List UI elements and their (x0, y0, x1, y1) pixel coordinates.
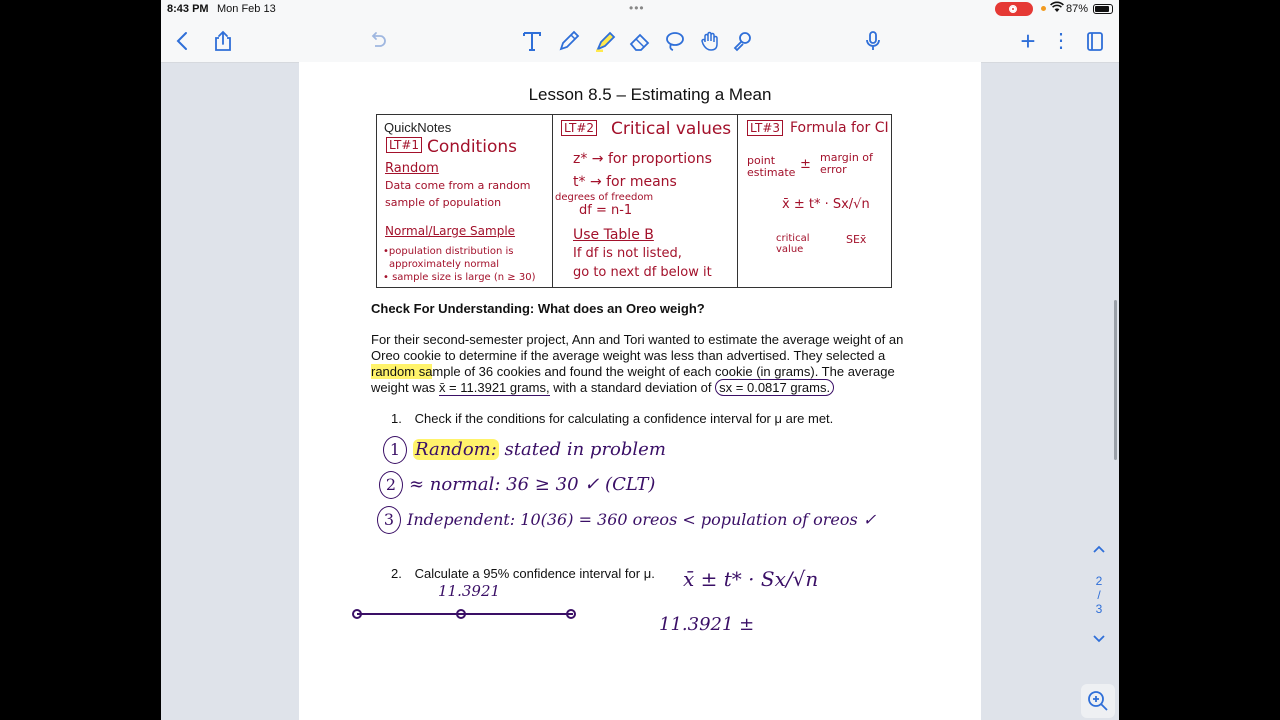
more-button[interactable]: ⋮ (1051, 30, 1071, 52)
question-2-number: 2. (391, 566, 402, 581)
xbar-value: x̄ = 11.3921 grams, (438, 380, 550, 395)
chevron-down-icon[interactable] (1089, 632, 1109, 649)
highlighter-icon[interactable] (593, 30, 617, 52)
lt2-dof: degrees of freedom (555, 192, 654, 203)
hand-icon[interactable] (698, 30, 722, 52)
page-indicator (1089, 574, 1109, 616)
lt2-tag: LT#2 (561, 120, 597, 136)
screen-recording-icon[interactable] (995, 2, 1033, 16)
status-time: 8:43 PM (167, 3, 209, 15)
condition-3 (377, 506, 876, 534)
lasso-icon[interactable] (663, 30, 687, 52)
lt1-random-text-1: Data come from a random (385, 179, 531, 192)
page-total: 3 (1095, 602, 1103, 616)
lt1-random-heading: Random (385, 161, 439, 176)
number-line-label: 11.3921 (438, 582, 501, 600)
lt2-df: df = n-1 (579, 203, 633, 218)
question-1 (391, 411, 833, 426)
lt2-table-text-1: If df is not listed, (573, 246, 682, 261)
lt1-normal-bullet-2: • sample size is large (n ≥ 30) (383, 272, 536, 283)
wifi-icon (1050, 1, 1064, 16)
lt1-heading: Conditions (427, 137, 517, 157)
question-1-number: 1. (391, 411, 402, 426)
scrollbar[interactable] (1114, 300, 1117, 460)
sx-value: sx = 0.0817 grams. (715, 379, 834, 396)
condition-2-num: 2 (379, 471, 403, 499)
ci-formula-handwritten: x̄ ± t* · Sx/√n (683, 567, 819, 591)
lt3-heading: Formula for CI (790, 120, 889, 136)
lt3-margin-of-error: margin of error (820, 151, 873, 176)
sidebar-icon[interactable] (1083, 30, 1107, 52)
lt3-point-estimate: point estimate (747, 154, 796, 179)
shapes-icon[interactable] (731, 30, 755, 52)
condition-2 (379, 471, 655, 499)
lt3-formula: x̄ ± t* · Sx/√n (782, 197, 870, 212)
chevron-left-icon[interactable] (171, 30, 195, 52)
lt1-normal-bullet-1b: approximately normal (389, 259, 500, 270)
battery-percent: 87% (1066, 3, 1089, 15)
paragraph-part-3: with a standard deviation of (553, 380, 712, 395)
lt3-tag: LT#3 (747, 120, 783, 136)
page-separator: / (1097, 588, 1101, 602)
status-date: Mon Feb 13 (217, 3, 276, 15)
question-2-text: Calculate a 95% confidence interval for μ. (414, 566, 655, 581)
question-2 (391, 566, 655, 581)
problem-paragraph (371, 332, 931, 396)
quicknotes-col-lt1 (377, 115, 553, 287)
highlighted-random: random sa (371, 364, 433, 379)
lt2-table-heading: Use Table B (573, 227, 654, 243)
condition-1 (383, 436, 666, 464)
chevron-up-icon[interactable] (1089, 542, 1109, 559)
ci-partial-handwritten: 11.3921 ± (659, 614, 755, 635)
lt1-tag: LT#1 (386, 137, 422, 153)
lt3-se: SEx̄ (846, 233, 867, 246)
microphone-icon[interactable] (861, 30, 885, 52)
condition-3-text: Independent: 10(36) = 360 oreos < population of oreos ✓ (407, 510, 877, 529)
mic-indicator-icon (1041, 6, 1046, 11)
lt2-heading: Critical values (611, 119, 732, 139)
battery-icon (1093, 4, 1113, 14)
share-icon[interactable] (211, 30, 235, 52)
number-line (349, 602, 579, 622)
quicknotes-label: QuickNotes (384, 120, 452, 135)
condition-1-num: 1 (383, 436, 407, 464)
cfu-title: Check For Understanding: What does an Oreo weigh? (371, 301, 705, 316)
lt1-random-text-2: sample of population (385, 196, 502, 209)
quicknotes-col-lt3 (738, 115, 891, 287)
quicknotes-table (376, 114, 892, 288)
multitask-dots[interactable]: ••• (629, 1, 645, 15)
add-button[interactable]: + (1020, 26, 1036, 56)
status-bar (161, 0, 1119, 20)
app-screen (161, 0, 1119, 720)
page-current: 2 (1095, 574, 1103, 588)
condition-1-rest: stated in problem (504, 439, 666, 460)
condition-2-text: ≈ normal: 36 ≥ 30 ✓ (CLT) (409, 474, 656, 495)
text-tool-icon[interactable] (520, 30, 544, 52)
lt1-normal-heading: Normal/Large Sample (385, 224, 516, 238)
lt2-t-line: t* → for means (573, 174, 677, 190)
undo-icon[interactable] (365, 30, 389, 52)
paragraph-part-1: For their second-semester project, Ann and Tori wanted to estimate the average weight of an Oreo cookie to determine if the average weight was less than advertised. They selected a (371, 332, 904, 363)
paragraph-part-2: mple of 36 cookies and found the weight of each cookie (in grams). The average weight was (371, 364, 895, 395)
question-1-text: Check if the conditions for calculating a confidence interval for μ are met. (414, 411, 834, 426)
lt2-z-line: z* → for proportions (573, 151, 712, 167)
condition-1-label: Random: (415, 439, 497, 460)
toolbar (161, 20, 1119, 63)
lt3-critical-value: critical value (776, 233, 810, 255)
pen-icon[interactable] (557, 30, 581, 52)
lesson-title: Lesson 8.5 – Estimating a Mean (528, 85, 772, 104)
lt2-table-text-2: go to next df below it (573, 265, 712, 280)
eraser-icon[interactable] (628, 30, 652, 52)
lt1-normal-bullet-1: •population distribution is (383, 246, 514, 257)
zoom-in-icon[interactable] (1081, 684, 1115, 718)
document-page[interactable] (299, 62, 981, 720)
lt3-pm: ± (800, 157, 811, 172)
condition-3-num: 3 (377, 506, 401, 534)
quicknotes-col-lt2 (553, 115, 738, 287)
